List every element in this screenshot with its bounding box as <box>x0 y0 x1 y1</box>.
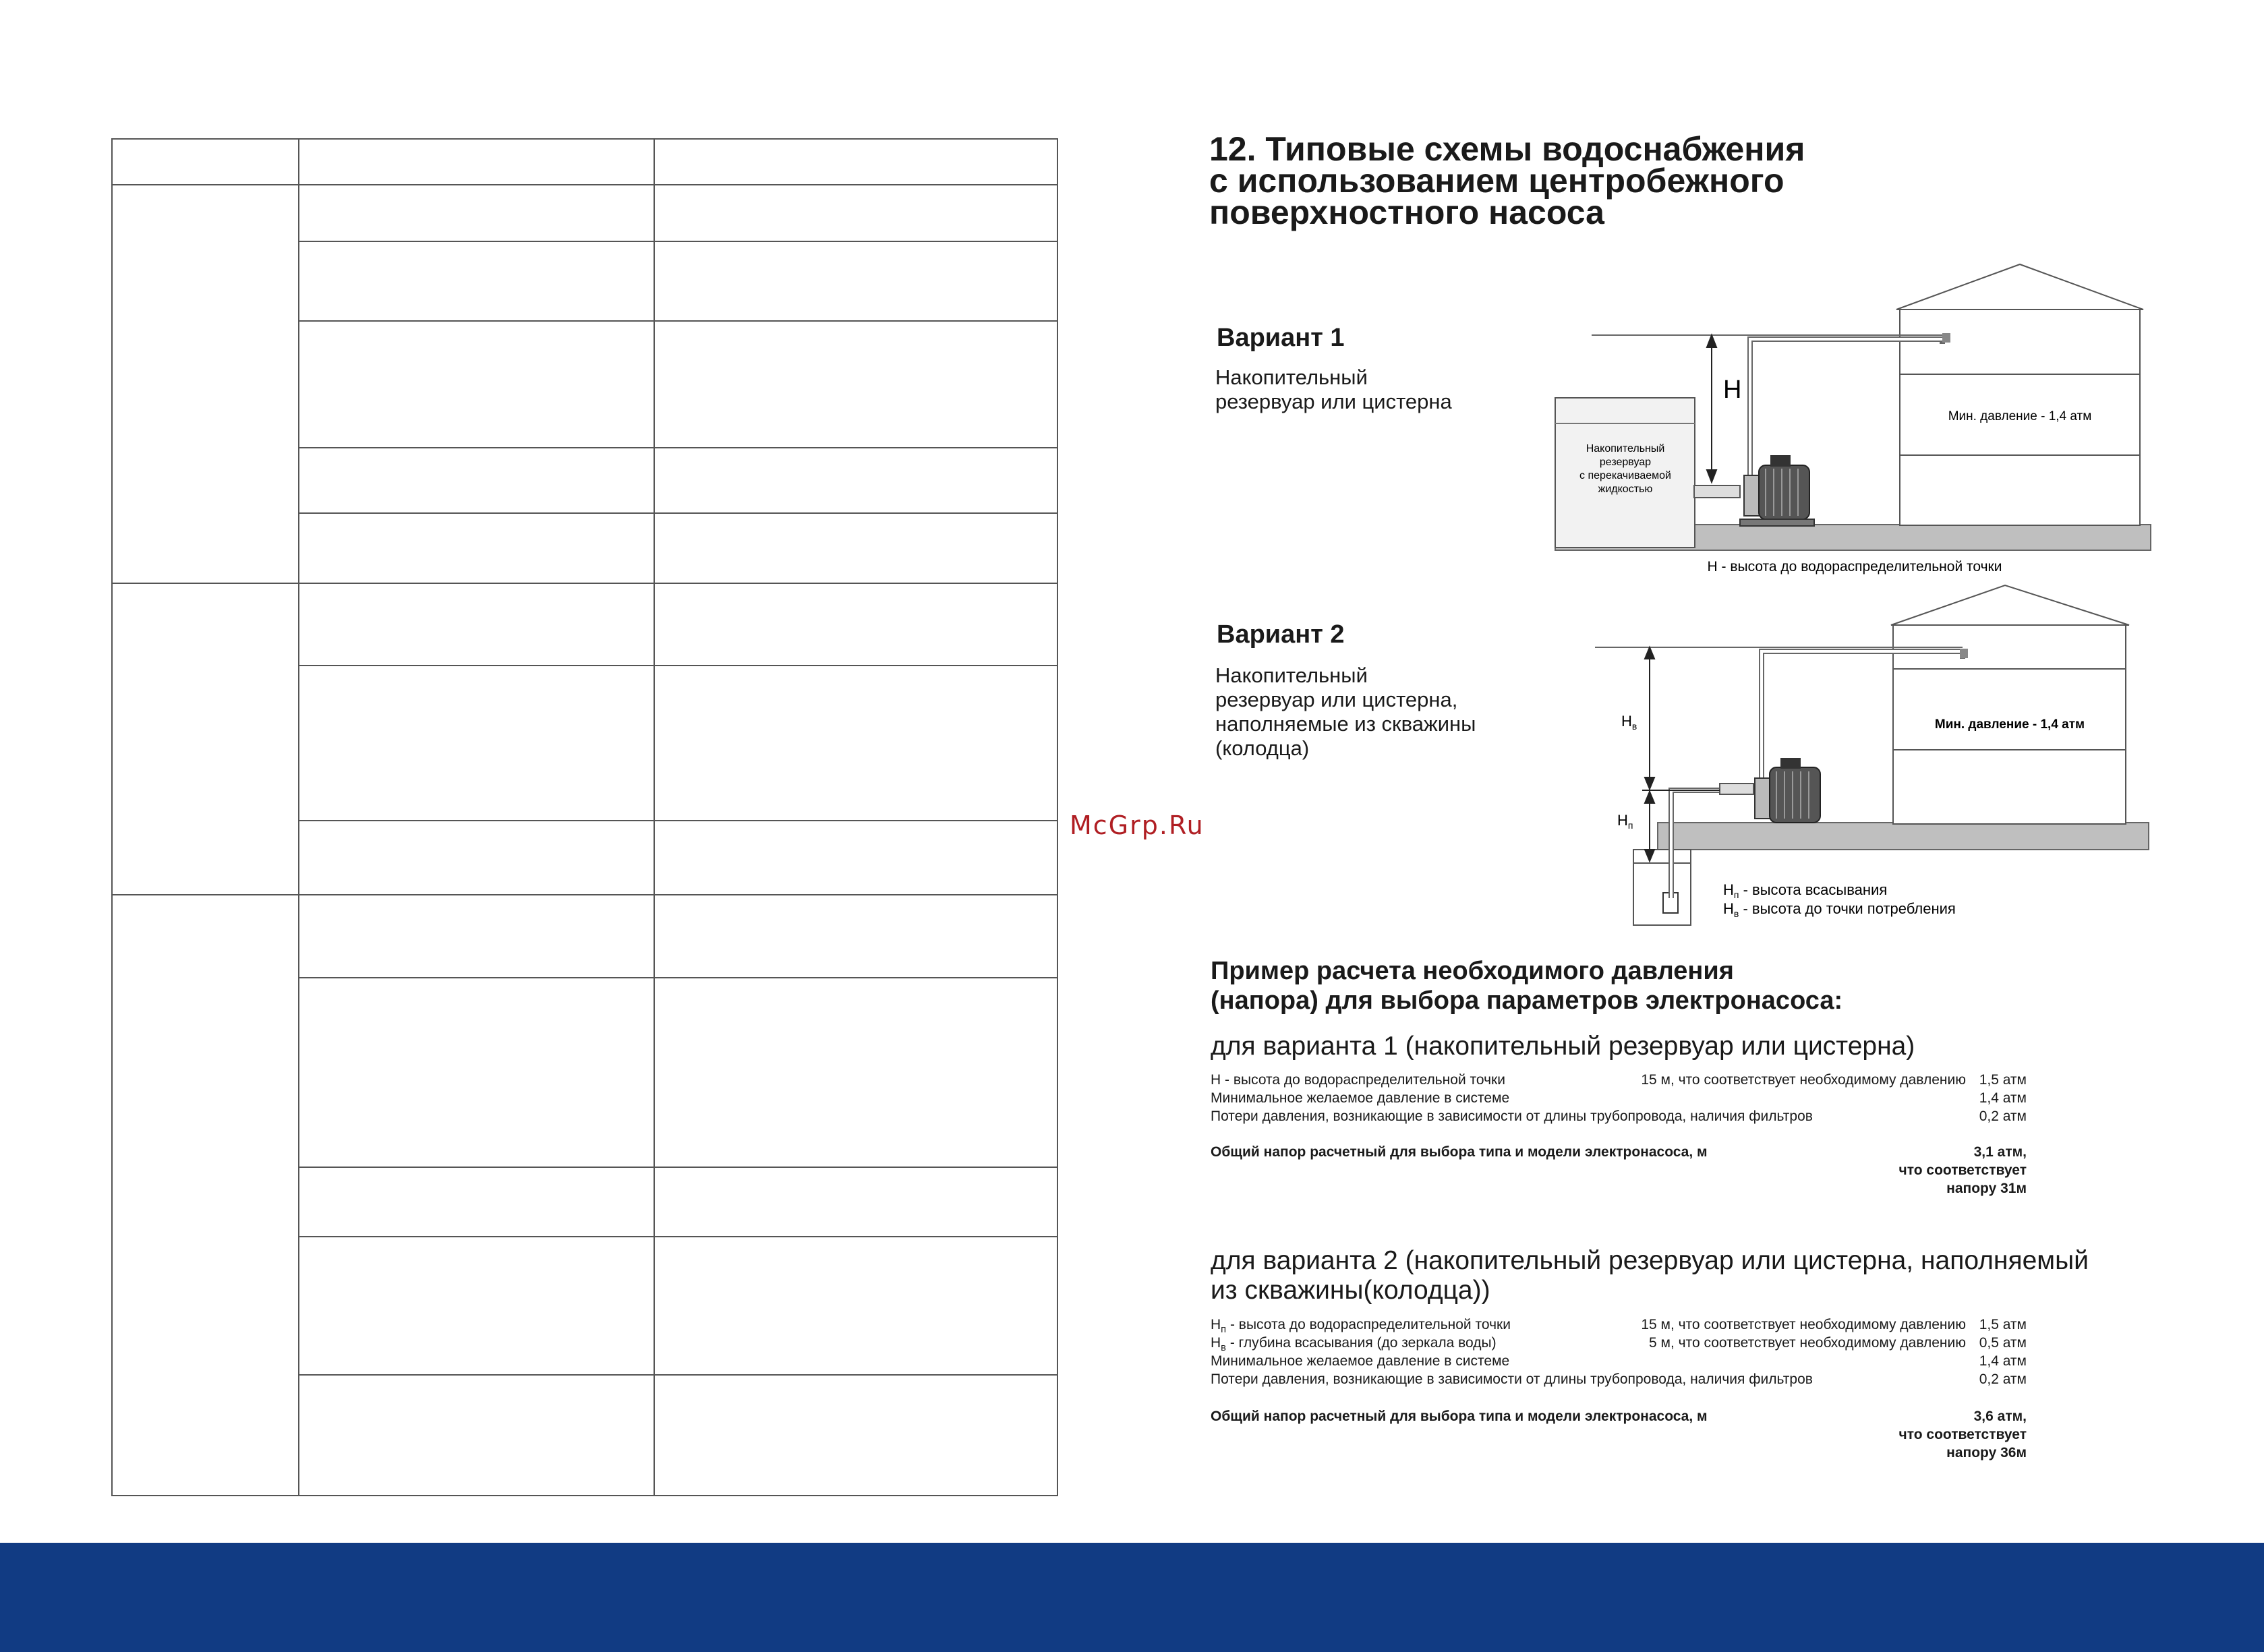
v2-subtitle-line-2: из скважины(колодца)) <box>1211 1276 1490 1305</box>
pump-icon <box>1755 758 1820 823</box>
v2-row3-value: 1,4 атм <box>1979 1353 2027 1369</box>
v2-total-line-1: 3,6 атм, <box>1973 1409 2027 1424</box>
tank-label-1: Накопительный <box>1586 443 1665 454</box>
pressure-label: Мин. давление - 1,4 атм <box>1934 717 2085 732</box>
section-title <box>1209 130 1805 231</box>
v2-subtitle-line-1: для варианта 2 (накопительный резервуар или цистерна, наполняемый <box>1211 1246 2089 1275</box>
v2-total-line-3: напору 36м <box>1946 1445 2027 1461</box>
variant2-heading: Вариант 2 <box>1217 620 1345 649</box>
hv-sub: в <box>1631 721 1637 732</box>
v1-total-line-2: что соответствует <box>1898 1162 2027 1178</box>
v1-row3-value: 0,2 атм <box>1979 1109 2027 1124</box>
tank-label-2: резервуар <box>1599 456 1652 468</box>
table-row <box>1211 1316 2027 1334</box>
variant1-diagram-svg <box>1551 260 2158 583</box>
tank-label-4: жидкостью <box>1598 483 1653 495</box>
v2-row2-sub: в <box>1221 1343 1226 1354</box>
v1-total-line-1: 3,1 атм, <box>1973 1144 2027 1160</box>
legend2-text: - высота до точки потребления <box>1739 900 1956 917</box>
variant2-text-line-1: Накопительный <box>1215 663 1368 687</box>
v1-subtitle <box>1211 1032 1915 1061</box>
v2-rows <box>1211 1316 2027 1388</box>
v2-total-value <box>1899 1407 2027 1462</box>
footer-band <box>0 1543 2264 1652</box>
variant2-text <box>1215 663 1476 761</box>
v2-subtitle <box>1211 1246 2089 1305</box>
v2-row1-value: 1,5 атм <box>1979 1317 2027 1332</box>
v2-row2-value: 0,5 атм <box>1979 1335 2027 1351</box>
variant1-text <box>1215 365 1452 414</box>
v2-total-label: Общий напор расчетный для выбора типа и модели электронасоса, м <box>1211 1409 1708 1424</box>
title-line-2: с использованием центробежного <box>1209 162 1784 200</box>
well <box>1633 850 1691 925</box>
variant1-text-line-1: Накопительный <box>1215 365 1368 389</box>
table-row <box>1211 1334 2027 1352</box>
table-row <box>1211 1089 2027 1107</box>
variant1-caption: H - высота до водораспределительной точки <box>1707 559 2002 574</box>
legend1-text: - высота всасывания <box>1739 881 1888 898</box>
v2-row2-label: - глубина всасывания (до зеркала воды) <box>1225 1335 1497 1351</box>
variant2-text-line-4: (колодца) <box>1215 736 1310 760</box>
v1-total-value <box>1899 1143 2027 1198</box>
v1-total-line-3: напору 31м <box>1946 1181 2027 1196</box>
variant1-diagram <box>1551 260 2158 583</box>
title-line-1: 12. Типовые схемы водоснабжения <box>1209 130 1805 168</box>
v1-subtitle-text: для варианта 1 (накопительный резервуар или цистерна) <box>1211 1032 1915 1061</box>
v2-total-line-2: что соответствует <box>1898 1427 2027 1442</box>
variant2-text-line-2: резервуар или цистерна, <box>1215 688 1458 711</box>
variant1-heading: Вариант 1 <box>1217 324 1345 352</box>
title-line-3: поверхностного насоса <box>1209 194 1604 231</box>
watermark: McGrp.Ru <box>1070 810 1204 840</box>
svg-text:Hп <box>1617 812 1633 831</box>
building-roof <box>1896 264 2143 309</box>
v2-row4-value: 0,2 атм <box>1979 1371 2027 1387</box>
v2-row1-label: - высота до водораспределительной точки <box>1226 1317 1511 1332</box>
variant2-diagram <box>1578 581 2172 932</box>
legend1-sub: п <box>1733 889 1739 900</box>
hp-sub: п <box>1627 820 1633 831</box>
svg-text:Hп - высота всасывания: $H_п$ - высота всасывания <box>1723 881 1888 900</box>
v1-row2-value: 1,4 атм <box>1979 1090 2027 1106</box>
v1-row1-mid: 15 м, что соответствует необходимому давлению <box>1641 1072 1966 1088</box>
hp-label: H <box>1617 812 1628 829</box>
height-arrow <box>1707 335 1716 482</box>
ground <box>1658 823 2149 850</box>
building-roof <box>1891 585 2129 625</box>
empty-table <box>111 138 1059 1497</box>
variant2-diagram-svg <box>1578 581 2172 932</box>
v1-row1-value: 1,5 атм <box>1979 1072 2027 1088</box>
v1-rows <box>1211 1071 2027 1125</box>
tank-label-3: с перекачиваемой <box>1579 470 1671 481</box>
variant1-text-line-2: резервуар или цистерна <box>1215 390 1452 413</box>
v1-row1-label: H - высота до водораспределительной точки <box>1211 1072 1505 1088</box>
pressure-label: Мин. давление - 1,4 атм <box>1948 409 2092 423</box>
empty-table-grid <box>111 138 1059 1497</box>
v2-row1-prefix: H <box>1211 1317 1221 1332</box>
v2-row1-sub: п <box>1221 1324 1227 1336</box>
v1-row2-label: Минимальное желаемое давление в системе <box>1211 1090 1510 1106</box>
svg-text:Hв - высота до точки потреблен: $H_в$ - высота до точки потребления <box>1723 900 1956 919</box>
table-row <box>1211 1071 2027 1089</box>
legend2-sub: в <box>1733 908 1739 919</box>
v2-row3-label: Минимальное желаемое давление в системе <box>1211 1353 1510 1369</box>
table-row <box>1211 1107 2027 1125</box>
v2-row2-prefix: H <box>1211 1335 1221 1351</box>
v2-row2-mid: 5 м, что соответствует необходимому давлению <box>1649 1335 1966 1351</box>
calc-title-line-1: Пример расчета необходимого давления <box>1211 957 1734 985</box>
variant2-text-line-3: наполняемые из скважины <box>1215 712 1476 736</box>
v2-row1-mid: 15 м, что соответствует необходимому давлению <box>1641 1317 1966 1332</box>
calc-title <box>1211 956 1842 1015</box>
calc-title-line-2: (напора) для выбора параметров электронасоса: <box>1211 986 1843 1015</box>
table-row <box>1211 1370 2027 1388</box>
v1-total-label: Общий напор расчетный для выбора типа и модели электронасоса, м <box>1211 1144 1708 1160</box>
table-row <box>1211 1352 2027 1370</box>
v2-row4-label: Потери давления, возникающие в зависимости от длины трубопровода, наличия фильтров <box>1211 1371 1813 1387</box>
v1-row3-label: Потери давления, возникающие в зависимости от длины трубопровода, наличия фильтров <box>1211 1109 1813 1124</box>
hv-label: H <box>1621 713 1632 730</box>
svg-text:Hв <box>1621 713 1637 732</box>
height-label: H <box>1723 376 1742 404</box>
